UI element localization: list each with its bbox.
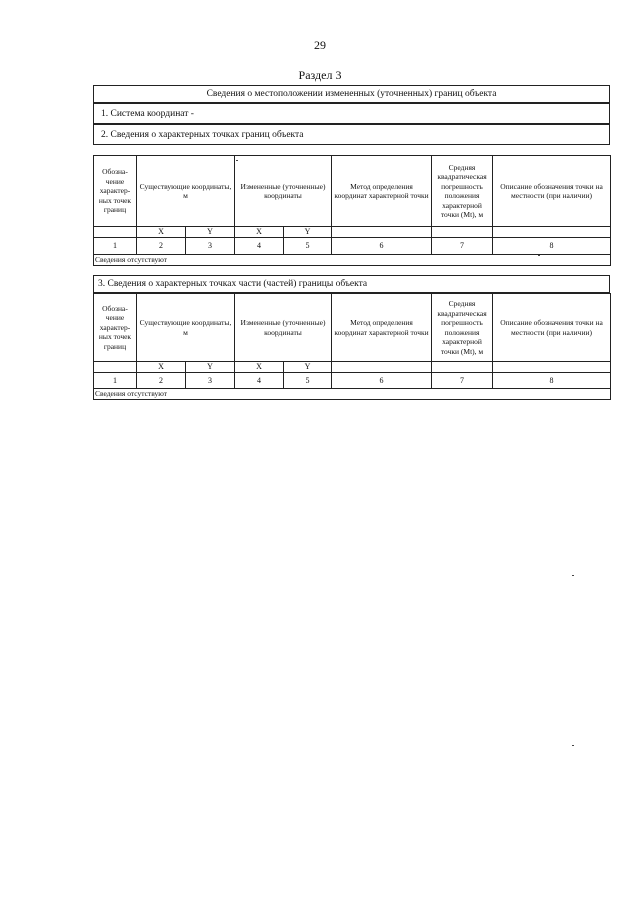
column-number: 7	[432, 238, 493, 255]
subheader-x: X	[137, 227, 186, 238]
boundary-info-header: Сведения о местоположении измененных (уточненных) границ объекта	[93, 85, 610, 103]
header-designation: Обозна-чение характер-ных точек границ	[94, 294, 137, 362]
boundary-points-table	[93, 155, 611, 266]
coordinate-system-row: 1. Система координат -	[93, 103, 610, 124]
column-number: 6	[332, 373, 432, 389]
column-number: 8	[493, 238, 611, 255]
column-number: 4	[235, 373, 284, 389]
column-number: 8	[493, 373, 611, 389]
boundary-points-title: 2. Сведения о характерных точках границ объекта	[93, 124, 610, 145]
header-description: Описание обозначения точки на местности (при наличии)	[493, 156, 611, 227]
column-number: 5	[284, 238, 332, 255]
column-number: 4	[235, 238, 284, 255]
subheader-empty	[493, 362, 611, 373]
header-description: Описание обозначения точки на местности (при наличии)	[493, 294, 611, 362]
column-number: 2	[137, 238, 186, 255]
column-number: 3	[186, 238, 235, 255]
scan-mark	[572, 745, 574, 746]
subheader-empty	[94, 227, 137, 238]
header-mean-error: Средняя квадратическая погрешность положения характерной точки (Mt), м	[432, 156, 493, 227]
no-data-empty	[186, 255, 611, 266]
part-boundary-points-table	[93, 293, 611, 400]
scan-mark	[236, 160, 238, 161]
no-data-note: Сведения отсутствуют	[94, 389, 186, 400]
header-mean-error: Средняя квадратическая погрешность положения характерной точки (Mt), м	[432, 294, 493, 362]
subheader-x: X	[235, 362, 284, 373]
no-data-note: Сведения отсутствуют	[94, 255, 186, 266]
subheader-x: X	[137, 362, 186, 373]
header-designation: Обозна-чение характер-ных точек границ	[94, 156, 137, 227]
header-existing-coords: Существующие координаты, м	[137, 294, 235, 362]
column-number: 1	[94, 373, 137, 389]
subheader-empty	[332, 362, 432, 373]
scan-mark	[538, 255, 540, 256]
column-number: 3	[186, 373, 235, 389]
header-existing-coords: Существующие координаты, м	[137, 156, 235, 227]
subheader-empty	[94, 362, 137, 373]
subheader-empty	[493, 227, 611, 238]
subheader-y: Y	[186, 227, 235, 238]
column-number: 1	[94, 238, 137, 255]
section-title: Раздел 3	[298, 68, 342, 82]
column-number: 6	[332, 238, 432, 255]
column-number: 2	[137, 373, 186, 389]
part-boundary-points-title: 3. Сведения о характерных точках части (частей) границы объекта	[93, 275, 610, 293]
subheader-x: X	[235, 227, 284, 238]
scan-mark	[572, 575, 574, 576]
no-data-empty	[186, 389, 611, 400]
subheader-empty	[432, 362, 493, 373]
page-number: 29	[314, 38, 326, 52]
header-changed-coords: Измененные (уточненные) координаты	[235, 156, 332, 227]
subheader-y: Y	[284, 227, 332, 238]
subheader-empty	[332, 227, 432, 238]
column-number: 5	[284, 373, 332, 389]
subheader-y: Y	[284, 362, 332, 373]
header-changed-coords: Измененные (уточненные) координаты	[235, 294, 332, 362]
column-number: 7	[432, 373, 493, 389]
subheader-empty	[432, 227, 493, 238]
header-method: Метод определения координат характерной точки	[332, 294, 432, 362]
subheader-y: Y	[186, 362, 235, 373]
header-method: Метод определения координат характерной точки	[332, 156, 432, 227]
